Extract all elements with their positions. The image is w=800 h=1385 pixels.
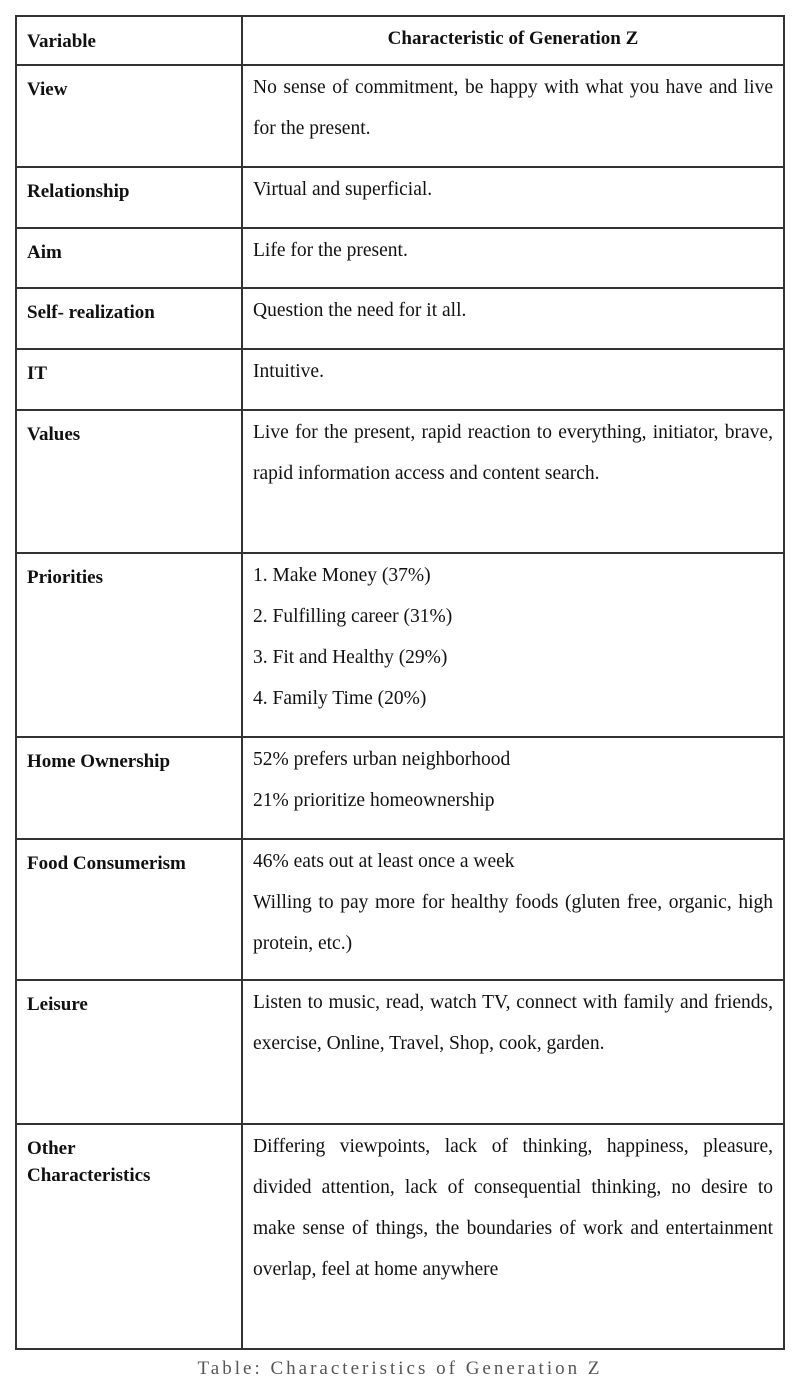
table-row (16, 65, 784, 167)
characteristic-line: Willing to pay more for healthy foods (gluten free, organic, high protein, etc.) (253, 892, 773, 954)
characteristic-line: Question the need for it all. (253, 300, 467, 321)
table-row (16, 839, 784, 980)
variable-cell: Relationship (16, 167, 242, 228)
characteristic-cell (242, 167, 784, 228)
characteristic-line: Life for the present. (253, 240, 408, 261)
variable-cell: IT (16, 349, 242, 410)
generation-z-table (15, 15, 785, 1350)
table-row (16, 553, 784, 737)
characteristic-line: 1. Make Money (37%) (253, 565, 431, 586)
characteristic-cell (242, 980, 784, 1124)
characteristic-cell (242, 553, 784, 737)
characteristic-cell (242, 349, 784, 410)
characteristic-cell (242, 288, 784, 349)
variable-cell: Self- realization (16, 288, 242, 349)
characteristic-line: 4. Family Time (20%) (253, 688, 427, 709)
header-characteristic: Characteristic of Generation Z (242, 16, 784, 65)
characteristic-line: Intuitive. (253, 361, 324, 382)
variable-cell: Leisure (16, 980, 242, 1124)
variable-cell: View (16, 65, 242, 167)
table-row (16, 410, 784, 553)
characteristic-line: 21% prioritize homeownership (253, 790, 495, 811)
characteristic-line: 3. Fit and Healthy (29%) (253, 647, 448, 668)
table-row (16, 349, 784, 410)
variable-cell: Values (16, 410, 242, 553)
table-caption-cutoff: Table: Characteristics of Generation Z (197, 1358, 603, 1379)
characteristic-line: 46% eats out at least once a week (253, 851, 515, 872)
header-variable: Variable (16, 16, 242, 65)
characteristic-line: 52% prefers urban neighborhood (253, 749, 511, 770)
characteristic-cell (242, 1124, 784, 1349)
table-row (16, 1124, 784, 1349)
variable-cell: Food Consumerism (16, 839, 242, 980)
characteristic-line: Listen to music, read, watch TV, connect with family and friends, exercise, Online, Travel, Shop, cook, garden. (253, 992, 773, 1054)
variable-cell: Other Characteristics (16, 1124, 242, 1349)
characteristic-cell (242, 737, 784, 839)
characteristic-cell (242, 839, 784, 980)
table-row (16, 980, 784, 1124)
table-row (16, 737, 784, 839)
variable-cell: Home Ownership (16, 737, 242, 839)
table-row (16, 228, 784, 288)
characteristic-line: 2. Fulfilling career (31%) (253, 606, 453, 627)
characteristic-line: Differing viewpoints, lack of thinking, happiness, pleasure, divided attention, lack of consequential thinking, no desire to make sense of things, the boundaries of work and entertainment overlap, feel at home anywhere (253, 1136, 773, 1280)
characteristic-cell (242, 65, 784, 167)
table-header-row (16, 16, 784, 65)
variable-cell: Aim (16, 228, 242, 288)
characteristic-cell (242, 410, 784, 553)
table-row (16, 288, 784, 349)
table-row (16, 167, 784, 228)
variable-cell: Priorities (16, 553, 242, 737)
characteristic-cell (242, 228, 784, 288)
characteristic-line: Live for the present, rapid reaction to everything, initiator, brave, rapid information access and content search. (253, 422, 773, 484)
characteristic-line: No sense of commitment, be happy with what you have and live for the present. (253, 77, 773, 139)
characteristic-line: Virtual and superficial. (253, 179, 433, 200)
